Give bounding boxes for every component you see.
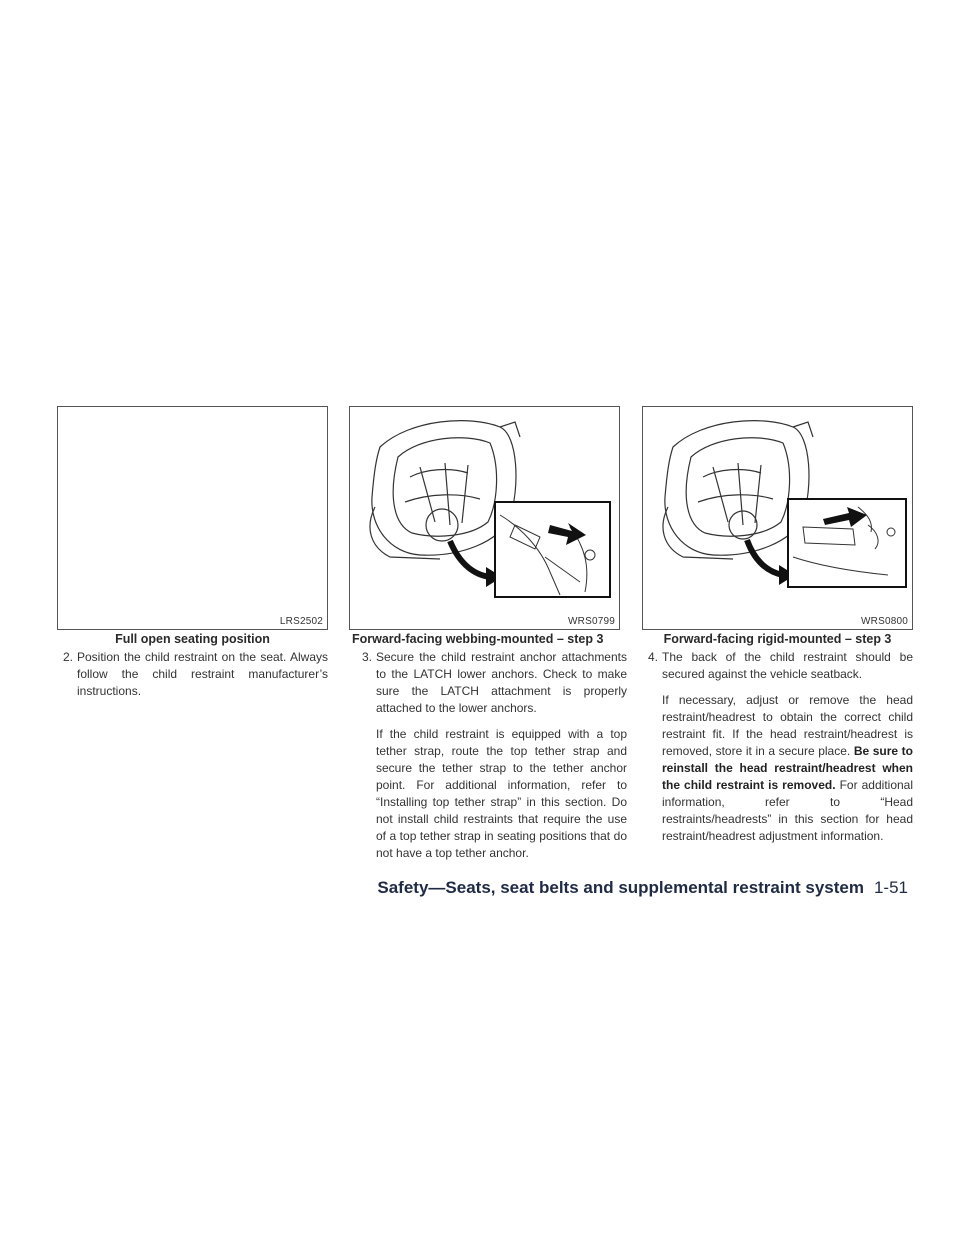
step-text: The back of the child restraint should be secured against the vehicle seatback.	[662, 650, 913, 681]
figure-caption: Full open seating position	[115, 632, 270, 646]
child-seat-illustration	[643, 407, 913, 630]
step-4	[641, 649, 913, 683]
child-seat-illustration	[350, 407, 620, 630]
step-number: 4.	[647, 650, 658, 664]
step-3	[355, 649, 627, 717]
step-note: If the child restraint is equipped with a top tether strap, route the top tether strap and secure the tether strap to the tether anchor point. For additional information, refer to “Installing top tether strap” in this section. Do not install child restraints that require the use of a top tether strap in seating positions that do not have a top tether anchor.	[376, 727, 627, 860]
step-note	[641, 692, 913, 845]
figure-code: WRS0799	[568, 616, 615, 627]
step-2	[56, 649, 328, 700]
figure-code: WRS0800	[861, 616, 908, 627]
column-middle	[355, 649, 627, 874]
figure-caption: Forward-facing webbing-mounted – step 3	[352, 632, 604, 646]
note-text: If necessary, adjust or remove the head restraint/headrest to obtain the correct child restraint fit. If the head restraint/headrest is removed, store it in a secure place.	[662, 693, 913, 758]
figure-code: LRS2502	[279, 616, 323, 627]
figure-rigid-mounted	[642, 406, 913, 630]
step-text: Position the child restraint on the seat. Always follow the child restraint manufacturer’s instructions.	[77, 650, 328, 698]
warning-text: Be sure to reinstall the head restraint/headrest when the child restraint is removed.	[662, 744, 914, 792]
column-left	[56, 649, 328, 700]
figure-full-open-seating	[57, 406, 328, 630]
step-number: 2.	[62, 650, 73, 664]
step-number: 3.	[361, 650, 372, 664]
column-right	[641, 649, 913, 857]
section-title: Safety—Seats, seat belts and supplemental restraint system	[377, 878, 864, 897]
note-text: For additional information, refer to “Head restraints/headrests” in this section for head restraint/headrest adjustment information.	[662, 778, 914, 843]
page-footer	[377, 878, 908, 898]
figure-caption: Forward-facing rigid-mounted – step 3	[663, 632, 892, 646]
step-text: Secure the child restraint anchor attachments to the LATCH lower anchors. Check to make sure the LATCH attachment is properly attached to the lower anchors.	[376, 650, 627, 715]
page-number: 1-51	[873, 878, 908, 897]
figure-webbing-mounted	[349, 406, 620, 630]
